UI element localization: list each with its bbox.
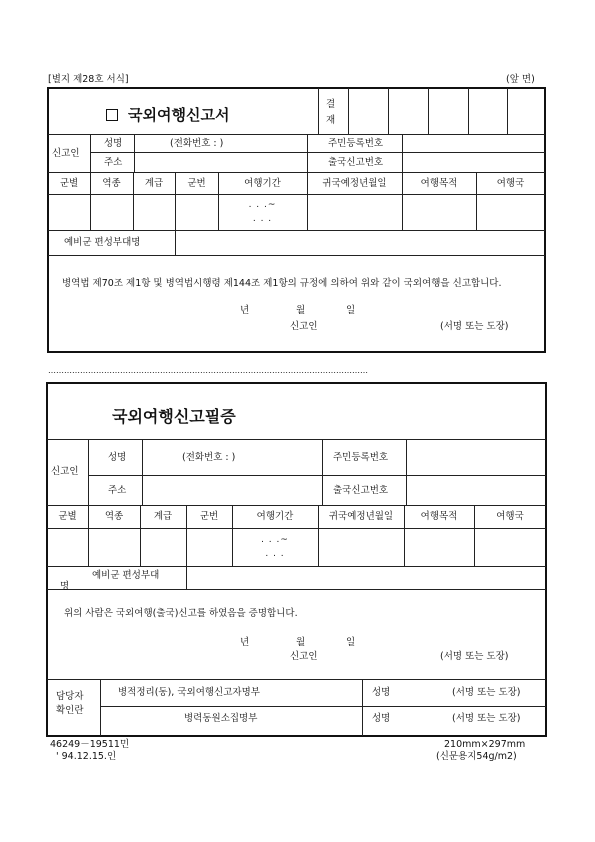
period-start-2[interactable]: . . .~	[261, 535, 289, 545]
certificate-form	[46, 382, 547, 737]
signer-label-2: 신고인	[290, 651, 318, 662]
resident-number-label-2: 주민등록번호	[333, 452, 389, 463]
col-service-type-2: 역종	[104, 511, 124, 522]
approval-label-2: 재	[326, 115, 336, 126]
sign-note-2: (서명 또는 도장)	[440, 651, 509, 662]
reserve-unit-label-2: 예비군 편성부대	[92, 570, 160, 581]
ledger-name-2: 병력동원소집명부	[184, 713, 258, 724]
date-year-2: 년	[240, 637, 250, 648]
reserve-unit-label: 예비군 편성부대명	[64, 237, 141, 248]
reporter-label: 신고인	[52, 148, 80, 159]
page-side: (앞 면)	[506, 74, 535, 85]
col-travel-period-2: 여행기간	[256, 511, 294, 522]
certificate-statement: 위의 사람은 국외여행(출국)신고를 하였음을 증명합니다.	[64, 608, 298, 619]
col-rank: 계급	[144, 178, 164, 189]
sign-note: (서명 또는 도장)	[440, 321, 509, 332]
phone-field-2[interactable]: (전화번호 : )	[182, 452, 236, 463]
phone-field[interactable]: (전화번호 : )	[170, 138, 224, 149]
officer-name-label-1: 성명	[372, 687, 391, 698]
address-label-2: 주소	[108, 485, 127, 496]
statement-text: 병역법 제70조 제1항 및 병역법시행령 제144조 제1항의 규정에 의하여 위와 같이 국외여행을 신고합니다.	[62, 278, 502, 289]
col-service-type: 역종	[102, 178, 121, 189]
reserve-unit-label-2b: 명	[60, 581, 70, 592]
form-number: [별지 제28호 서식]	[48, 74, 129, 85]
officer-sign-note-1: (서명 또는 도장)	[452, 687, 521, 698]
form-title	[106, 104, 229, 125]
reporter-label-2: 신고인	[51, 466, 79, 477]
paper-size: 210mm×297mm	[444, 739, 526, 750]
name-label: 성명	[104, 138, 123, 149]
officer-label-2: 확인란	[56, 705, 84, 716]
col-service-number: 군번	[187, 178, 206, 189]
col-country-2: 여행국	[496, 511, 524, 522]
officer-sign-note-2: (서명 또는 도장)	[452, 713, 521, 724]
date-year: 년	[240, 305, 250, 316]
col-purpose-2: 여행목적	[420, 511, 458, 522]
date-day: 일	[346, 305, 356, 316]
col-rank-2: 계급	[153, 511, 173, 522]
form-title-text: 국외여행신고서	[128, 106, 230, 124]
period-end-2[interactable]: . . .	[265, 549, 285, 559]
address-label: 주소	[104, 157, 123, 168]
print-date: ' 94.12.15.인	[56, 751, 117, 762]
paper-type: (신문용지54g/m2)	[436, 751, 517, 762]
col-purpose: 여행목적	[420, 178, 458, 189]
certificate-title: 국외여행신고필증	[112, 407, 236, 426]
name-label-2: 성명	[108, 452, 127, 463]
col-return-date: 귀국예정년월일	[322, 178, 387, 189]
col-branch: 군별	[59, 178, 79, 189]
date-month: 월	[296, 305, 306, 316]
period-start[interactable]: . . .~	[248, 200, 277, 210]
resident-number-label: 주민등록번호	[328, 138, 384, 149]
date-day-2: 일	[346, 637, 356, 648]
ledger-name-1: 병적정리(동), 국외여행신고자명부	[118, 687, 260, 698]
officer-name-label-2: 성명	[372, 713, 391, 724]
checkbox-icon[interactable]	[106, 109, 118, 121]
approval-label: 결	[326, 99, 336, 110]
col-service-number-2: 군번	[199, 511, 219, 522]
date-month-2: 월	[296, 637, 306, 648]
col-travel-period: 여행기간	[244, 178, 281, 189]
departure-number-label: 출국신고번호	[328, 157, 384, 168]
officer-label: 담당자	[56, 691, 84, 702]
cut-line: …………………………………………………………………………………………………………	[48, 367, 368, 375]
signer-label: 신고인	[290, 321, 318, 332]
col-return-date-2: 귀국예정년월일	[328, 511, 394, 522]
col-country: 여행국	[496, 178, 525, 189]
period-end[interactable]: . . .	[252, 214, 273, 224]
print-code: 46249－19511민	[50, 739, 130, 750]
col-branch-2: 군별	[58, 511, 77, 522]
departure-number-label-2: 출국신고번호	[333, 485, 389, 496]
